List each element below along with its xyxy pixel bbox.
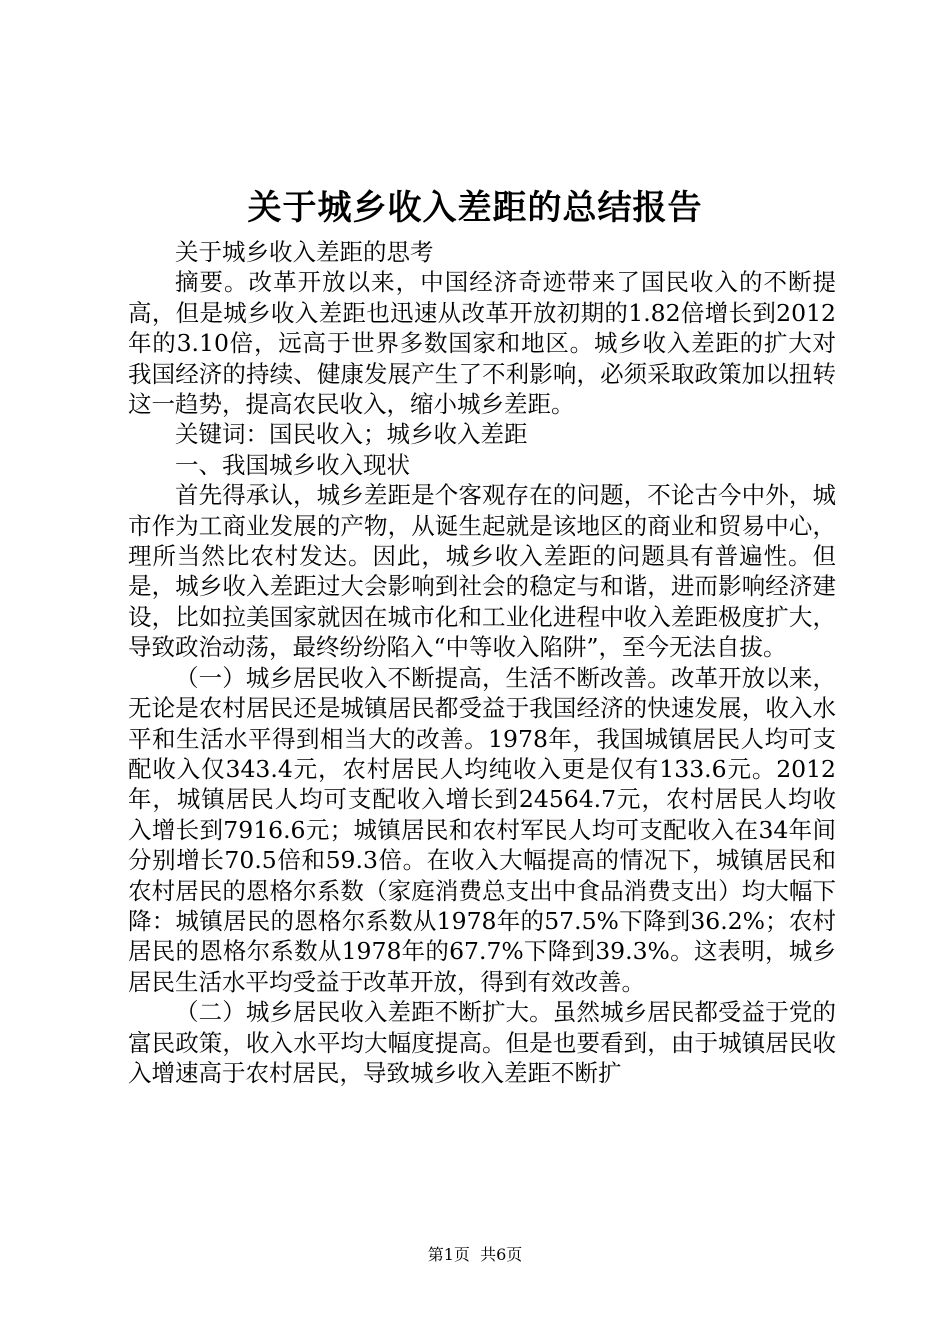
section-heading: 一、我国城乡收入现状 (175, 450, 410, 479)
page-total: 共6页 (480, 1245, 523, 1264)
body-paragraph: （一）城乡居民收入不断提高，生活不断改善。改革开放以来，无论是农村居民还是城镇居民都受益于我国经济的快速发展，收入水平和生活水平得到相当大的改善。1978年，我国城镇居民人均可支配收入仅343.4元，农村居民人均纯收入更是仅有133.6元。2012年，城镇居民人均可支配收入增长到24564.7元，农村居民人均收入增长到7916.6元；城镇居民和农村军民人均可支配收入在34年间分别增长70.5倍和59.3倍。在收入大幅提高的情况下，城镇居民和农村居民的恩格尔系数（家庭消费总支出中食品消费支出）均大幅下降：城镇居民的恩格尔系数从1978年的57.5%下降到36.2%；农村居民的恩格尔系数从1978年的67.7%下降到39.3%。这表明，城乡居民生活水平均受益于改革开放，得到有效改善。 (128, 663, 836, 996)
body-paragraph: （二）城乡居民收入差距不断扩大。虽然城乡居民都受益于党的富民政策，收入水平均大幅度提高。但是也要看到，由于城镇居民收入增速高于农村居民，导致城乡收入差距不断扩 (128, 998, 836, 1087)
page-number: 第1页 (427, 1245, 470, 1264)
document-body (128, 237, 836, 1088)
subtitle-paragraph: 关于城乡收入差距的思考 (175, 238, 434, 266)
page-footer (0, 1244, 950, 1266)
abstract-paragraph: 摘要。改革开放以来，中国经济奇迹带来了国民收入的不断提高，但是城乡收入差距也迅速从改革开放初期的1.82倍增长到2012年的3.10倍，远高于世界多数国家和地区。城乡收入差距的扩大对我国经济的持续、健康发展产生了不利影响，必须采取政策加以扭转这一趋势，提高农民收入，缩小城乡差距。 (128, 268, 836, 419)
body-paragraph: 首先得承认，城乡差距是个客观存在的问题，不论古今中外，城市作为工商业发展的产物，从诞生起就是该地区的商业和贸易中心，理所当然比农村发达。因此，城乡收入差距的问题具有普遍性。但是，城乡收入差距过大会影响到社会的稳定与和谐，进而影响经济建设，比如拉美国家就因在城市化和工业化进程中收入差距极度扩大，导致政治动荡，最终纷纷陷入“中等收入陷阱”，至今无法自拔。 (128, 481, 836, 662)
keywords-paragraph: 关键词：国民收入；城乡收入差距 (175, 420, 528, 449)
document-title: 关于城乡收入差距的总结报告 (247, 188, 703, 228)
